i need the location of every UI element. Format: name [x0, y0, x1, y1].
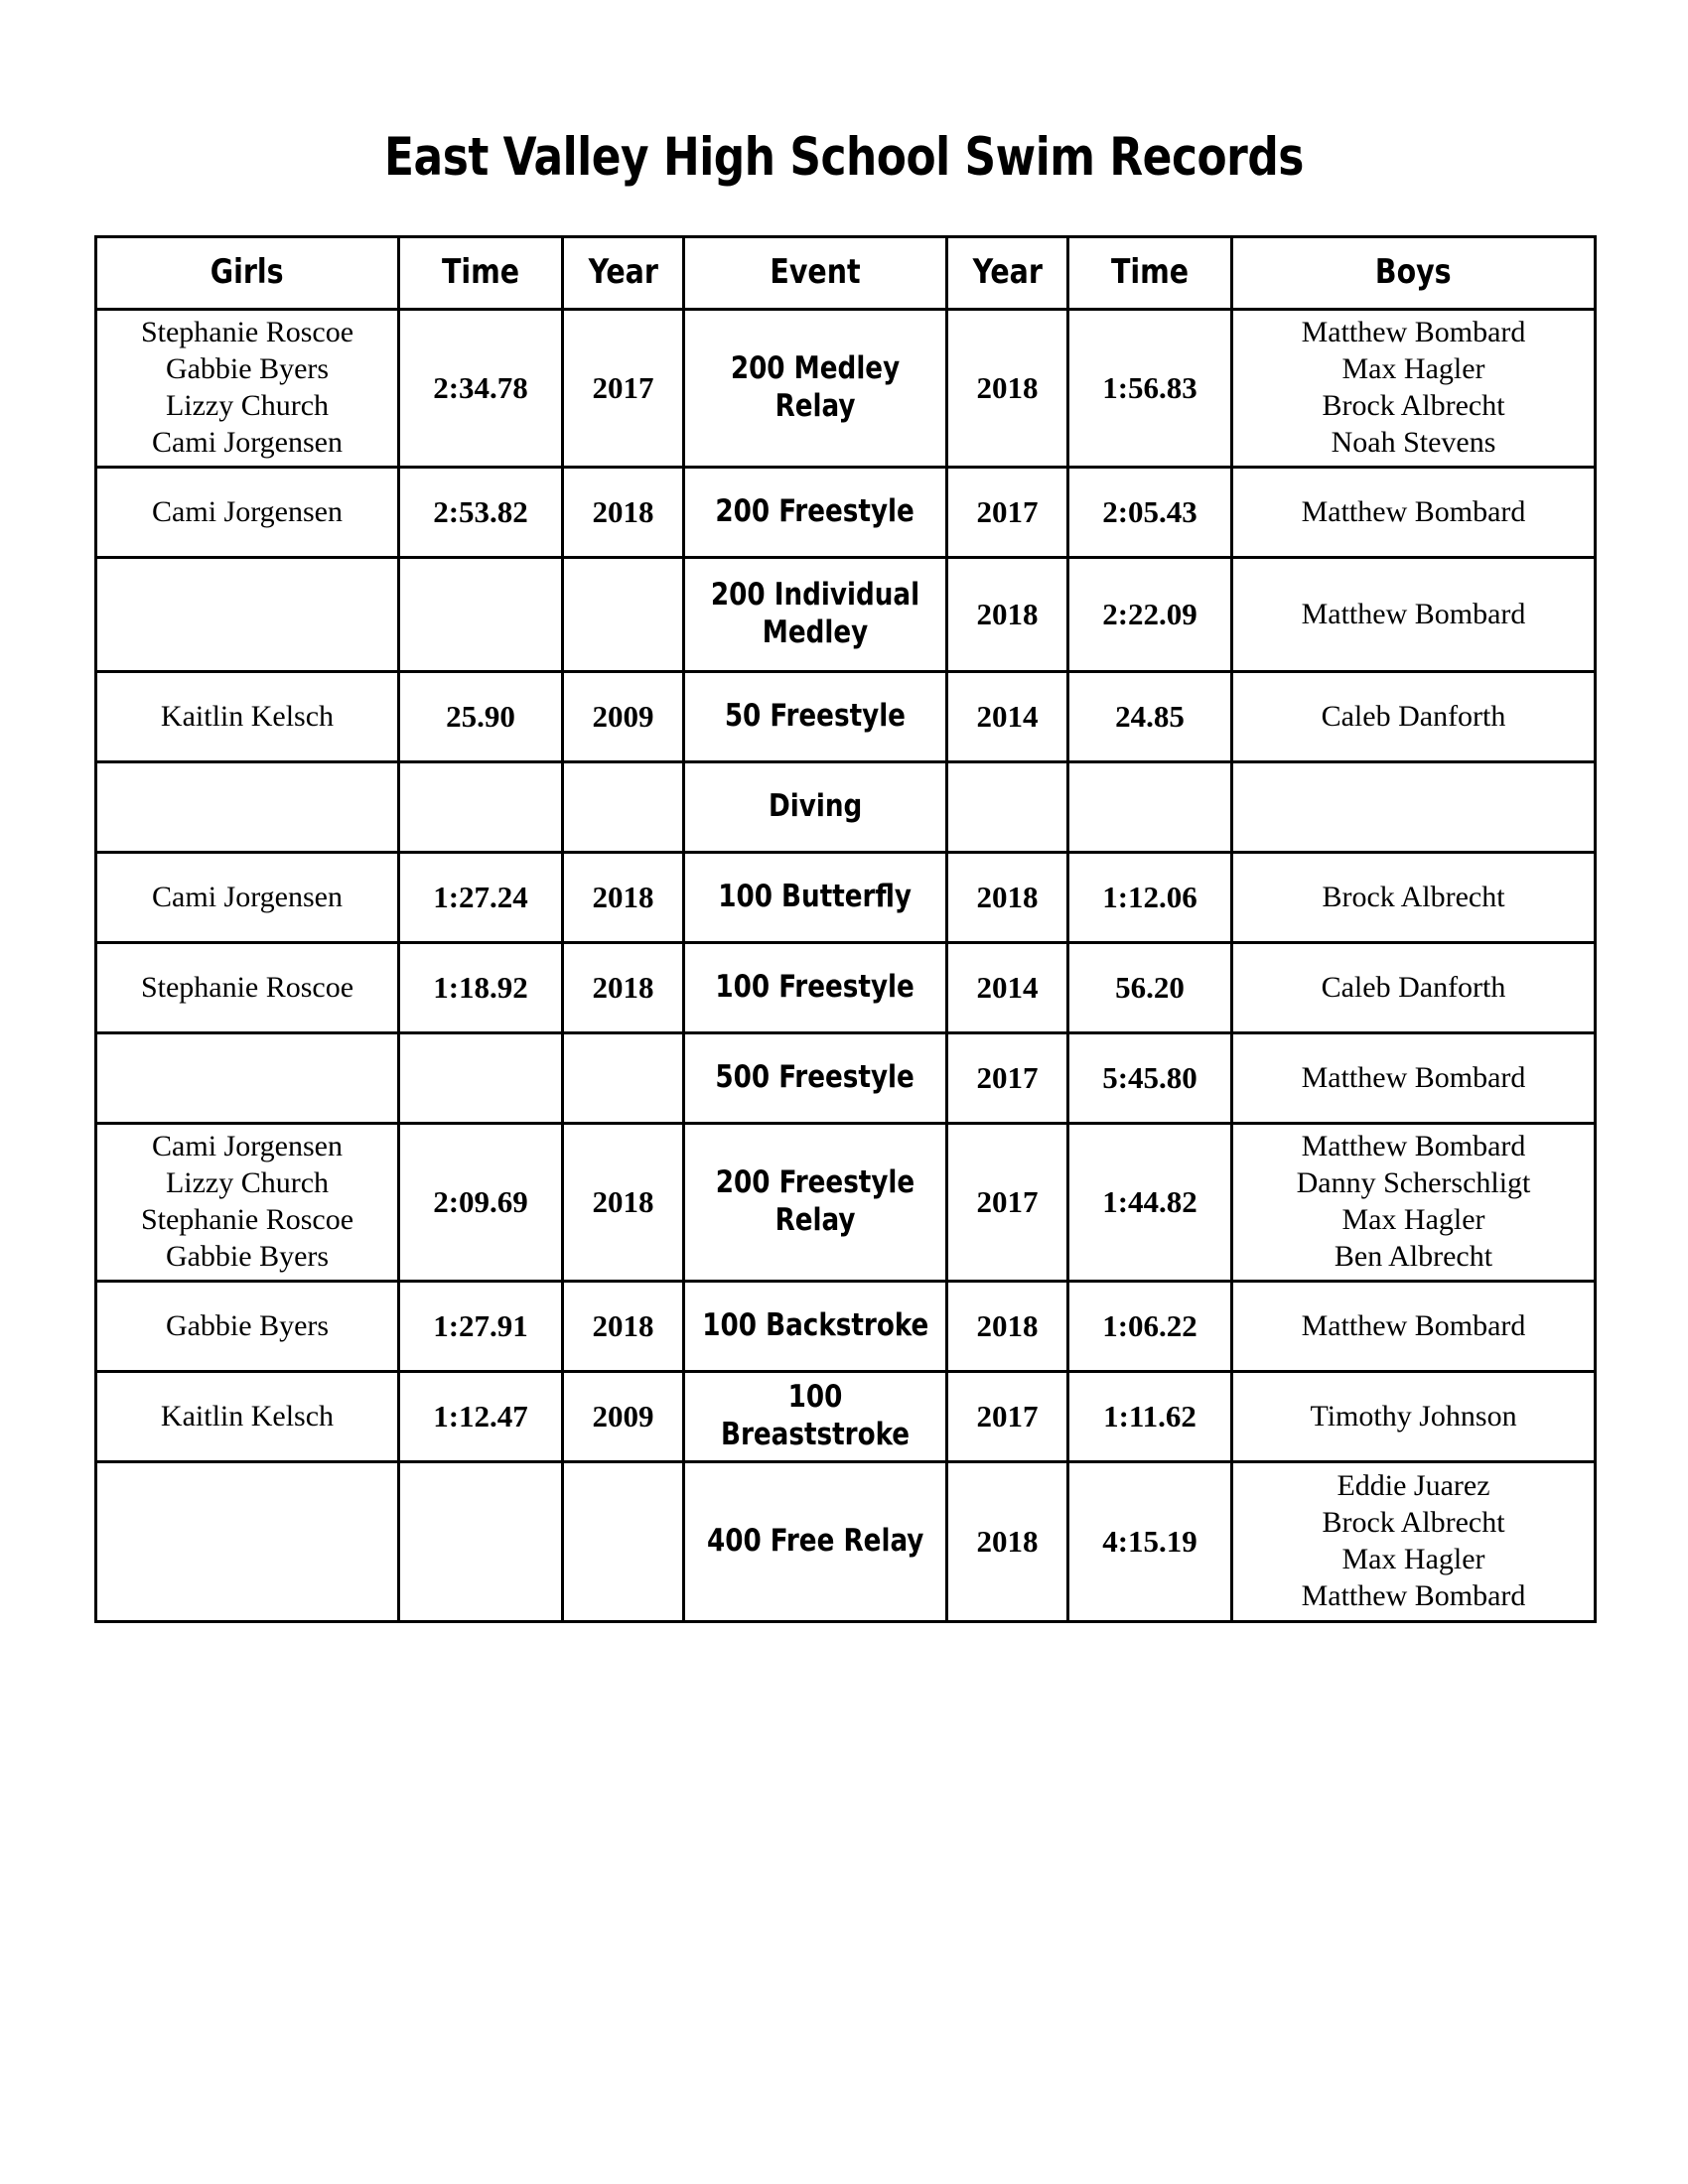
table-body	[96, 310, 1596, 1622]
girls-name: Gabbie Byers	[165, 352, 330, 386]
column-header-girls-year	[563, 237, 684, 310]
girls-names-cell	[96, 672, 399, 762]
event-label: 50 Freestyle	[724, 698, 907, 735]
boys-year-cell: 2018	[947, 310, 1068, 468]
boys-time-cell: 1:56.83	[1068, 310, 1232, 468]
girls-year-cell: 2018	[563, 943, 684, 1033]
girls-name: Stephanie Roscoe	[140, 316, 354, 349]
girls-time-cell: 1:18.92	[399, 943, 563, 1033]
girls-names-cell	[96, 1462, 399, 1622]
girls-year-cell: 2018	[563, 853, 684, 943]
column-header-boys-year-label: Year	[972, 252, 1043, 293]
event-cell	[684, 943, 947, 1033]
girls-year-cell: 2009	[563, 1372, 684, 1462]
table-row	[96, 1033, 1596, 1124]
boys-time-cell: 2:05.43	[1068, 468, 1232, 558]
girls-name: Cami Jorgensen	[152, 425, 343, 459]
boys-name: Caleb Danforth	[1321, 970, 1506, 1004]
boys-name: Matthew Bombard	[1301, 1130, 1526, 1163]
column-header-girls-label: Girls	[211, 252, 284, 293]
event-cell	[684, 853, 947, 943]
boys-time-cell	[1068, 762, 1232, 853]
girls-year-cell: 2017	[563, 310, 684, 468]
girls-names-cell	[96, 853, 399, 943]
boys-name: Brock Albrecht	[1322, 389, 1505, 422]
boys-names-cell	[1232, 310, 1596, 468]
event-label: Diving	[768, 788, 863, 825]
girls-time-cell	[399, 558, 563, 672]
table-row	[96, 1462, 1596, 1622]
girls-time-cell: 25.90	[399, 672, 563, 762]
boys-name: Caleb Danforth	[1321, 699, 1506, 733]
boys-name: Max Hagler	[1341, 1543, 1485, 1575]
boys-names-cell	[1232, 762, 1596, 853]
table-row	[96, 1282, 1596, 1372]
event-cell	[684, 1462, 947, 1622]
boys-time-cell: 1:11.62	[1068, 1372, 1232, 1462]
girls-time-cell	[399, 762, 563, 853]
column-header-girls-time-label: Time	[441, 252, 520, 293]
boys-name: Matthew Bombard	[1301, 316, 1526, 349]
event-label: 100 Backstroke	[701, 1307, 929, 1344]
boys-name: Ben Albrecht	[1334, 1239, 1493, 1273]
boys-name: Max Hagler	[1341, 352, 1485, 386]
column-header-event	[684, 237, 947, 310]
header-row	[96, 237, 1596, 310]
boys-year-cell: 2018	[947, 1462, 1068, 1622]
girls-time-cell: 2:53.82	[399, 468, 563, 558]
girls-time-cell: 1:27.91	[399, 1282, 563, 1372]
boys-name: Matthew Bombard	[1301, 597, 1526, 630]
girls-names-cell	[96, 762, 399, 853]
boys-time-cell: 2:22.09	[1068, 558, 1232, 672]
boys-time-cell: 24.85	[1068, 672, 1232, 762]
girls-year-cell: 2018	[563, 1282, 684, 1372]
boys-year-cell: 2018	[947, 853, 1068, 943]
boys-name: Timothy Johnson	[1310, 1399, 1517, 1433]
girls-year-cell: 2009	[563, 672, 684, 762]
boys-names-cell	[1232, 1462, 1596, 1622]
boys-names-cell	[1232, 672, 1596, 762]
boys-year-cell: 2017	[947, 468, 1068, 558]
girls-year-cell	[563, 1033, 684, 1124]
boys-year-cell: 2018	[947, 558, 1068, 672]
boys-names-cell	[1232, 943, 1596, 1033]
boys-time-cell: 1:06.22	[1068, 1282, 1232, 1372]
boys-time-cell: 4:15.19	[1068, 1462, 1232, 1622]
boys-name: Max Hagler	[1341, 1203, 1485, 1236]
event-cell	[684, 762, 947, 853]
table-row	[96, 558, 1596, 672]
table-row	[96, 672, 1596, 762]
event-cell	[684, 672, 947, 762]
boys-year-cell: 2018	[947, 1282, 1068, 1372]
boys-name: Noah Stevens	[1331, 425, 1496, 459]
girls-time-cell	[399, 1033, 563, 1124]
table-row	[96, 762, 1596, 853]
column-header-girls-time	[399, 237, 563, 310]
boys-names-cell	[1232, 1372, 1596, 1462]
event-label: 200 Individual Medley	[710, 577, 920, 650]
column-header-boys-time	[1068, 237, 1232, 310]
girls-name: Kaitlin Kelsch	[160, 699, 335, 733]
event-label: 200 Freestyle	[715, 493, 915, 530]
girls-name: Stephanie Roscoe	[140, 970, 354, 1004]
girls-name: Lizzy Church	[165, 1166, 330, 1200]
girls-year-cell	[563, 558, 684, 672]
boys-time-cell: 5:45.80	[1068, 1033, 1232, 1124]
girls-year-cell: 2018	[563, 468, 684, 558]
girls-name: Cami Jorgensen	[152, 494, 343, 528]
column-header-girls-year-label: Year	[588, 252, 658, 293]
column-header-boys	[1232, 237, 1596, 310]
girls-names-cell	[96, 1124, 399, 1282]
boys-names-cell	[1232, 558, 1596, 672]
event-label: 500 Freestyle	[715, 1059, 915, 1096]
column-header-boys-time-label: Time	[1110, 252, 1190, 293]
girls-year-cell	[563, 1462, 684, 1622]
girls-name: Gabbie Byers	[165, 1308, 330, 1342]
records-table-wrapper	[94, 235, 1594, 1623]
girls-time-cell: 2:09.69	[399, 1124, 563, 1282]
girls-time-cell: 1:27.24	[399, 853, 563, 943]
boys-time-cell: 1:44.82	[1068, 1124, 1232, 1282]
boys-name: Brock Albrecht	[1322, 1506, 1505, 1540]
table-row	[96, 310, 1596, 468]
boys-name: Matthew Bombard	[1301, 1578, 1526, 1612]
boys-year-cell: 2017	[947, 1124, 1068, 1282]
girls-year-cell	[563, 762, 684, 853]
table-row	[96, 468, 1596, 558]
event-label: 200 Medley Relay	[730, 350, 901, 424]
event-cell	[684, 468, 947, 558]
column-header-girls	[96, 237, 399, 310]
girls-name: Cami Jorgensen	[152, 880, 343, 913]
boys-name: Eddie Juarez	[1336, 1469, 1490, 1503]
boys-year-cell: 2017	[947, 1033, 1068, 1124]
column-header-boys-label: Boys	[1375, 252, 1452, 293]
boys-name: Brock Albrecht	[1322, 880, 1505, 913]
event-cell	[684, 1124, 947, 1282]
boys-time-cell: 1:12.06	[1068, 853, 1232, 943]
event-label: 100 Breaststroke	[720, 1379, 911, 1452]
event-cell	[684, 310, 947, 468]
event-label: 400 Free Relay	[706, 1523, 924, 1560]
event-cell	[684, 1033, 947, 1124]
girls-names-cell	[96, 558, 399, 672]
boys-name: Matthew Bombard	[1301, 494, 1526, 528]
boys-year-cell: 2014	[947, 943, 1068, 1033]
girls-names-cell	[96, 943, 399, 1033]
column-header-event-label: Event	[770, 252, 861, 293]
event-label: 200 Freestyle Relay	[715, 1164, 915, 1238]
swim-records-table	[94, 235, 1597, 1623]
girls-time-cell	[399, 1462, 563, 1622]
boys-name: Matthew Bombard	[1301, 1308, 1526, 1342]
girls-time-cell: 1:12.47	[399, 1372, 563, 1462]
boys-names-cell	[1232, 853, 1596, 943]
page-title: East Valley High School Swim Records	[384, 127, 1304, 188]
girls-name: Stephanie Roscoe	[140, 1203, 354, 1236]
event-cell	[684, 1282, 947, 1372]
girls-time-cell: 2:34.78	[399, 310, 563, 468]
girls-name: Gabbie Byers	[165, 1239, 330, 1273]
event-label: 100 Butterfly	[718, 879, 913, 915]
girls-names-cell	[96, 310, 399, 468]
boys-year-cell: 2014	[947, 672, 1068, 762]
boys-year-cell	[947, 762, 1068, 853]
girls-names-cell	[96, 468, 399, 558]
girls-names-cell	[96, 1282, 399, 1372]
event-cell	[684, 558, 947, 672]
boys-names-cell	[1232, 1033, 1596, 1124]
girls-names-cell	[96, 1033, 399, 1124]
boys-name: Danny Scherschligt	[1296, 1166, 1531, 1200]
event-cell	[684, 1372, 947, 1462]
boys-names-cell	[1232, 1124, 1596, 1282]
column-header-boys-year	[947, 237, 1068, 310]
table-row	[96, 943, 1596, 1033]
boys-year-cell: 2017	[947, 1372, 1068, 1462]
girls-name: Lizzy Church	[165, 389, 330, 422]
boys-names-cell	[1232, 1282, 1596, 1372]
girls-names-cell	[96, 1372, 399, 1462]
table-row	[96, 1124, 1596, 1282]
girls-year-cell: 2018	[563, 1124, 684, 1282]
boys-time-cell: 56.20	[1068, 943, 1232, 1033]
event-label: 100 Freestyle	[715, 969, 915, 1006]
girls-name: Kaitlin Kelsch	[160, 1399, 335, 1433]
boys-names-cell	[1232, 468, 1596, 558]
boys-name: Matthew Bombard	[1301, 1060, 1526, 1094]
table-header	[96, 237, 1596, 310]
table-row	[96, 1372, 1596, 1462]
girls-name: Cami Jorgensen	[152, 1130, 343, 1163]
table-row	[96, 853, 1596, 943]
